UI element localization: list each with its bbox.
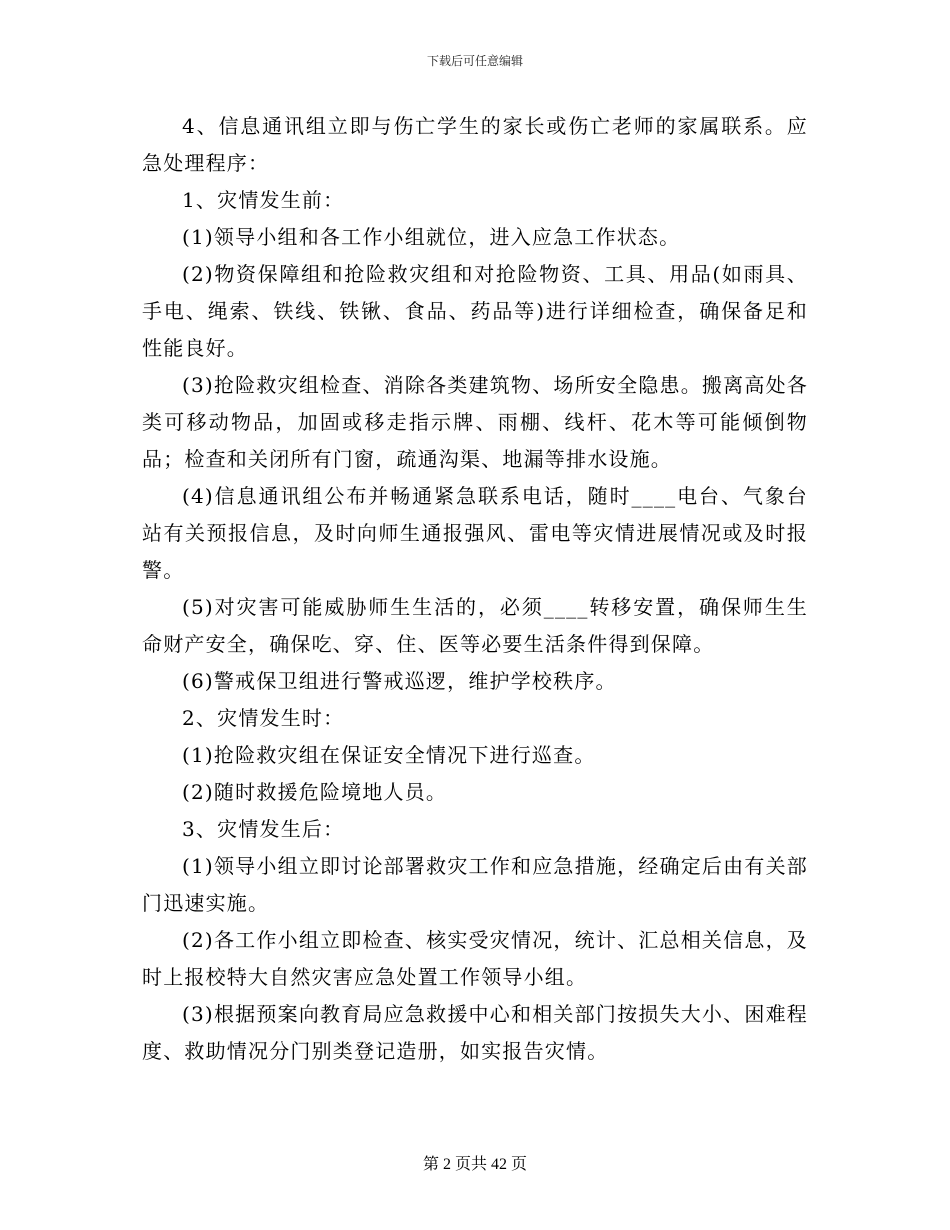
document-body [142,108,808,1070]
paragraph: 2、灾情发生时： [182,706,345,730]
paragraph: (1)领导小组和各工作小组就位，进入应急工作状态。 [182,225,681,249]
paragraph: (2)物资保障组和抢险救灾组和对抢险物资、工具、用品(如雨具、手电、绳索、铁线、铁锹、食品、药品等)进行详细检查，确保备足和性能良好。 [142,262,808,360]
page-header: 下载后可任意编辑 [426,54,523,68]
paragraph: (3)根据预案向教育局应急救援中心和相关部门按损失大小、困难程度、救助情况分门别类登记造册，如实报告灾情。 [142,1002,808,1063]
paragraph: (3)抢险救灾组检查、消除各类建筑物、场所安全隐患。搬离高处各类可移动物品，加固或移走指示牌、雨棚、线杆、花木等可能倾倒物品；检查和关闭所有门窗，疏通沟渠、地漏等排水设施。 [142,373,808,471]
paragraph: 3、灾情发生后： [182,817,345,841]
paragraph: (1)抢险救灾组在保证安全情况下进行巡查。 [182,743,596,767]
paragraph: (5)对灾害可能威胁师生生活的，必须____转移安置，确保师生生命财产安全，确保吃、穿、住、医等必要生活条件得到保障。 [142,595,808,656]
paragraph: (6)警戒保卫组进行警戒巡逻，维护学校秩序。 [182,669,617,693]
paragraph: (2)随时救援危险境地人员。 [182,780,448,804]
paragraph: (4)信息通讯组公布并畅通紧急联系电话，随时____电台、气象台站有关预报信息，及时向师生通报强风、雷电等灾情进展情况或及时报警。 [142,484,808,582]
paragraph: 1、灾情发生前： [182,188,345,212]
page-footer: 第 2 页共 42 页 [422,1156,527,1173]
paragraph: (1)领导小组立即讨论部署救灾工作和应急措施，经确定后由有关部门迅速实施。 [142,854,808,915]
paragraph: 4、信息通讯组立即与伤亡学生的家长或伤亡老师的家属联系。应急处理程序： [142,114,808,175]
paragraph: (2)各工作小组立即检查、核实受灾情况，统计、汇总相关信息，及时上报校特大自然灾害应急处置工作领导小组。 [142,928,808,989]
